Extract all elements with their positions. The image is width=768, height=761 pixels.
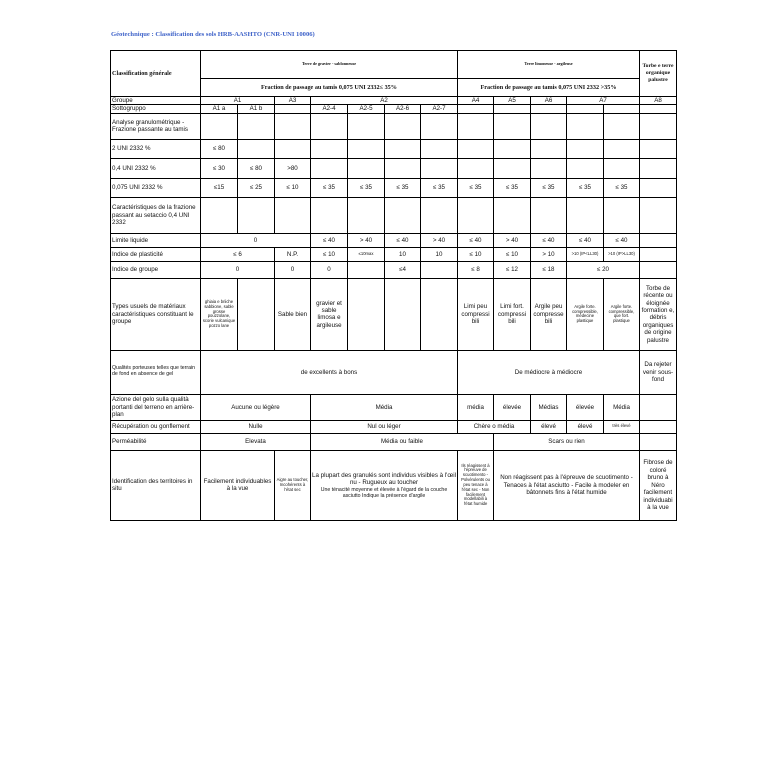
qualites-a8: Da rejeter venir sous-fond <box>640 350 677 394</box>
plasticite-a3: N.P. <box>275 247 311 261</box>
uni0075-a2-5: ≤ 35 <box>348 178 385 197</box>
recuperation-a1-a3: Nulle <box>201 420 311 433</box>
groupe-a3: A3 <box>275 97 311 105</box>
identification-a2-note: Une ténacité moyenne et élevée à l'égard de la couche asciutto Indique la présence d'argile <box>320 486 448 499</box>
sottogruppo-a4 <box>458 105 494 113</box>
recuperation-a2: Nul ou léger <box>311 420 458 433</box>
identification-a4: Ils réagissent à l'épreuve de scuotimento - Polvérulents ou peu tenace à l'état sec - Non facilement modellabili à l'état humide <box>458 450 494 520</box>
recuperation-label: Récupération ou gonflement <box>111 420 201 433</box>
types-a5: Limi fort. compressi bili <box>494 278 531 350</box>
uni0075-a2-7: ≤ 35 <box>421 178 458 197</box>
uni04-a3: >80 <box>275 158 311 178</box>
limite-a7a: ≤ 40 <box>567 233 604 247</box>
identification-a1b: Aigre au toucher, Incohérents à l'état sec <box>275 450 311 520</box>
identification-a8: Fibrose de coloré bruno à Néro facilement individuabi à la vue <box>640 450 677 520</box>
uni0075-a2-4: ≤ 35 <box>311 178 348 197</box>
plasticite-a7a: >10 (IP<LL30) <box>567 247 604 261</box>
uni0075-a5: ≤ 35 <box>494 178 531 197</box>
sottogruppo-a2-6: A2-6 <box>385 105 421 113</box>
terre-limoneuse-header: Terre limoneuse - argileuse <box>458 51 640 79</box>
permeabilite-a1-a3: Elevata <box>201 433 311 450</box>
groupe-index-a3: 0 <box>275 261 311 278</box>
limite-a2-4: ≤ 40 <box>311 233 348 247</box>
plasticite-a2-6: 10 <box>385 247 421 261</box>
groupe-a5: A5 <box>494 97 531 105</box>
gelo-a7a: élevée <box>567 394 604 420</box>
gelo-a6: Médias <box>531 394 567 420</box>
groupe-index-a5: ≤ 12 <box>494 261 531 278</box>
plasticite-a2-7: 10 <box>421 247 458 261</box>
fraction-limoneuse-header: Fraction de passage au tamis 0,075 UNI 2332 >35% <box>458 79 640 97</box>
groupe-a7: A7 <box>567 97 640 105</box>
plasticite-a2-4: ≤ 10 <box>311 247 348 261</box>
sottogruppo-a6 <box>531 105 567 113</box>
recuperation-a4-a5: Chère o média <box>458 420 531 433</box>
gelo-a2: Média <box>311 394 458 420</box>
permeabilite-a5-a7: Scars ou rien <box>494 433 640 450</box>
qualites-limoneuse: De médiocre à médiocre <box>458 350 640 394</box>
uni0075-a7a: ≤ 35 <box>567 178 604 197</box>
document-title: Géotechnique : Classification des sols HRB-AASHTO (CNR-UNI 10006) <box>111 31 315 38</box>
analyse-label: Analyse granulométrique - Frazione passante au tamis <box>111 113 201 139</box>
sottogruppo-a3 <box>275 105 311 113</box>
uni04-a1a: ≤ 30 <box>201 158 238 178</box>
types-a4: Limi peu compressi bili <box>458 278 494 350</box>
sottogruppo-label: Sottogruppo <box>111 105 201 113</box>
sottogruppo-a1b: A1 b <box>238 105 275 113</box>
groupe-index-a6: ≤ 18 <box>531 261 567 278</box>
identification-a2 <box>311 450 458 520</box>
recuperation-a6: élevé <box>531 420 567 433</box>
groupe-a6: A6 <box>531 97 567 105</box>
plasticite-a4: ≤ 10 <box>458 247 494 261</box>
types-a8: Torbe de récente ou éloignée formation e, débris organiques de origine palustre <box>640 278 677 350</box>
recuperation-a7b: très élevé <box>604 420 640 433</box>
types-a7b: Argile forte. compressible, que fort. plastique <box>604 278 640 350</box>
limite-a1-a3: 0 <box>201 233 311 247</box>
uni04-label: 0,4 UNI 2332 % <box>111 158 201 178</box>
plasticite-a1: ≤ 6 <box>201 247 275 261</box>
sottogruppo-a7a <box>567 105 604 113</box>
limite-a5: > 40 <box>494 233 531 247</box>
groupe-index-a7: ≤ 20 <box>567 261 640 278</box>
recuperation-a7a: élevé <box>567 420 604 433</box>
gelo-label: Azione del gelo sulla qualità portanti del terreno en arrière-plan <box>111 394 201 420</box>
identification-a1a: Facilement individuables à la vue <box>201 450 275 520</box>
sottogruppo-a2-7: A2-7 <box>421 105 458 113</box>
permeabilite-label: Perméabilité <box>111 433 201 450</box>
sottogruppo-a7b <box>604 105 640 113</box>
uni0075-a1a: ≤15 <box>201 178 238 197</box>
limite-label: Limite liquide <box>111 233 201 247</box>
limite-a2-5: > 40 <box>348 233 385 247</box>
uni0075-a3: ≤ 10 <box>275 178 311 197</box>
types-a7a: Argile forte. compressible, médecine plastique <box>567 278 604 350</box>
gelo-a4: média <box>458 394 494 420</box>
uni0075-a4: ≤ 35 <box>458 178 494 197</box>
identification-a6: Non réagissent pas à l'épreuve de scuotimento - Tenaces à l'état asciutto - Facile à modeler en bâtonnets fins à l'état humide <box>494 450 640 520</box>
groupe-a1: A1 <box>201 97 275 105</box>
plasticite-label: Indice de plasticité <box>111 247 201 261</box>
types-label: Types usuels de matériaux caractéristiques constituant le groupe <box>111 278 201 350</box>
qualites-label: Qualités porteuses telles que terrain de fond en absence de gel <box>111 350 201 394</box>
sottogruppo-a8 <box>640 105 677 113</box>
types-a2: gravier et sable limosa e argileuse <box>311 278 348 350</box>
classification-generale-header: Classification générale <box>111 51 201 97</box>
uni04-a1b: ≤ 80 <box>238 158 275 178</box>
types-a3: Sable bien <box>275 278 311 350</box>
tourbe-header: Torbe e terre organique palustre <box>640 51 677 97</box>
fraction-gravier-header: Fraction de passage au tamis 0,075 UNI 2332≤ 35% <box>201 79 458 97</box>
caracteristiques-label: Caractéristiques de la frazione passant au setaccio 0,4 UNI 2332 <box>111 197 201 233</box>
groupe-index-label: Indice de groupe <box>111 261 201 278</box>
qualites-gravier: de excellents à bons <box>201 350 458 394</box>
uni2-label: 2 UNI 2332 % <box>111 139 201 158</box>
limite-a2-6: ≤ 40 <box>385 233 421 247</box>
groupe-label: Groupe <box>111 97 201 105</box>
terre-gravier-header: Terre de gravier - sablonneuse <box>201 51 458 79</box>
permeabilite-a2-a4: Média ou faible <box>311 433 494 450</box>
gelo-a5: élevée <box>494 394 531 420</box>
types-a6: Argile peu compresse bili <box>531 278 567 350</box>
gelo-a1-a3: Aucune ou légère <box>201 394 311 420</box>
plasticite-a7b: >10 (IP>LL30) <box>604 247 640 261</box>
uni0075-a7b: ≤ 35 <box>604 178 640 197</box>
uni0075-a2-6: ≤ 35 <box>385 178 421 197</box>
sottogruppo-a1a: A1 a <box>201 105 238 113</box>
sottogruppo-a5 <box>494 105 531 113</box>
groupe-index-a2-4: 0 <box>311 261 348 278</box>
gelo-a7b: Média <box>604 394 640 420</box>
sottogruppo-a2-4: A2-4 <box>311 105 348 113</box>
uni0075-a1b: ≤ 25 <box>238 178 275 197</box>
uni2-a1a: ≤ 80 <box>201 139 238 158</box>
sottogruppo-a2-5: A2-5 <box>348 105 385 113</box>
limite-a7b: ≤ 40 <box>604 233 640 247</box>
identification-label: Identification des territoires in situ <box>111 450 201 520</box>
identification-a2-main: La plupart des granulés sont individus visibles à l'œil nu - Rugueux au toucher <box>312 471 456 487</box>
groupe-a2: A2 <box>311 97 458 105</box>
groupe-a4: A4 <box>458 97 494 105</box>
limite-a6: ≤ 40 <box>531 233 567 247</box>
plasticite-a6: > 10 <box>531 247 567 261</box>
uni0075-label: 0,075 UNI 2332 % <box>111 178 201 197</box>
limite-a2-7: > 40 <box>421 233 458 247</box>
limite-a4: ≤ 40 <box>458 233 494 247</box>
classification-table <box>110 50 677 521</box>
types-a1a: ghiaia e briiche sabbione, sable grosse pouzzolane, scorie vulcanique pozzo lane <box>201 278 238 350</box>
groupe-a8: A8 <box>640 97 677 105</box>
groupe-index-a2-6: ≤4 <box>385 261 421 278</box>
uni0075-a6: ≤ 35 <box>531 178 567 197</box>
groupe-index-a4: ≤ 8 <box>458 261 494 278</box>
plasticite-a5: ≤ 10 <box>494 247 531 261</box>
groupe-index-a1: 0 <box>201 261 275 278</box>
plasticite-a2-5: ≤10max <box>348 247 385 261</box>
